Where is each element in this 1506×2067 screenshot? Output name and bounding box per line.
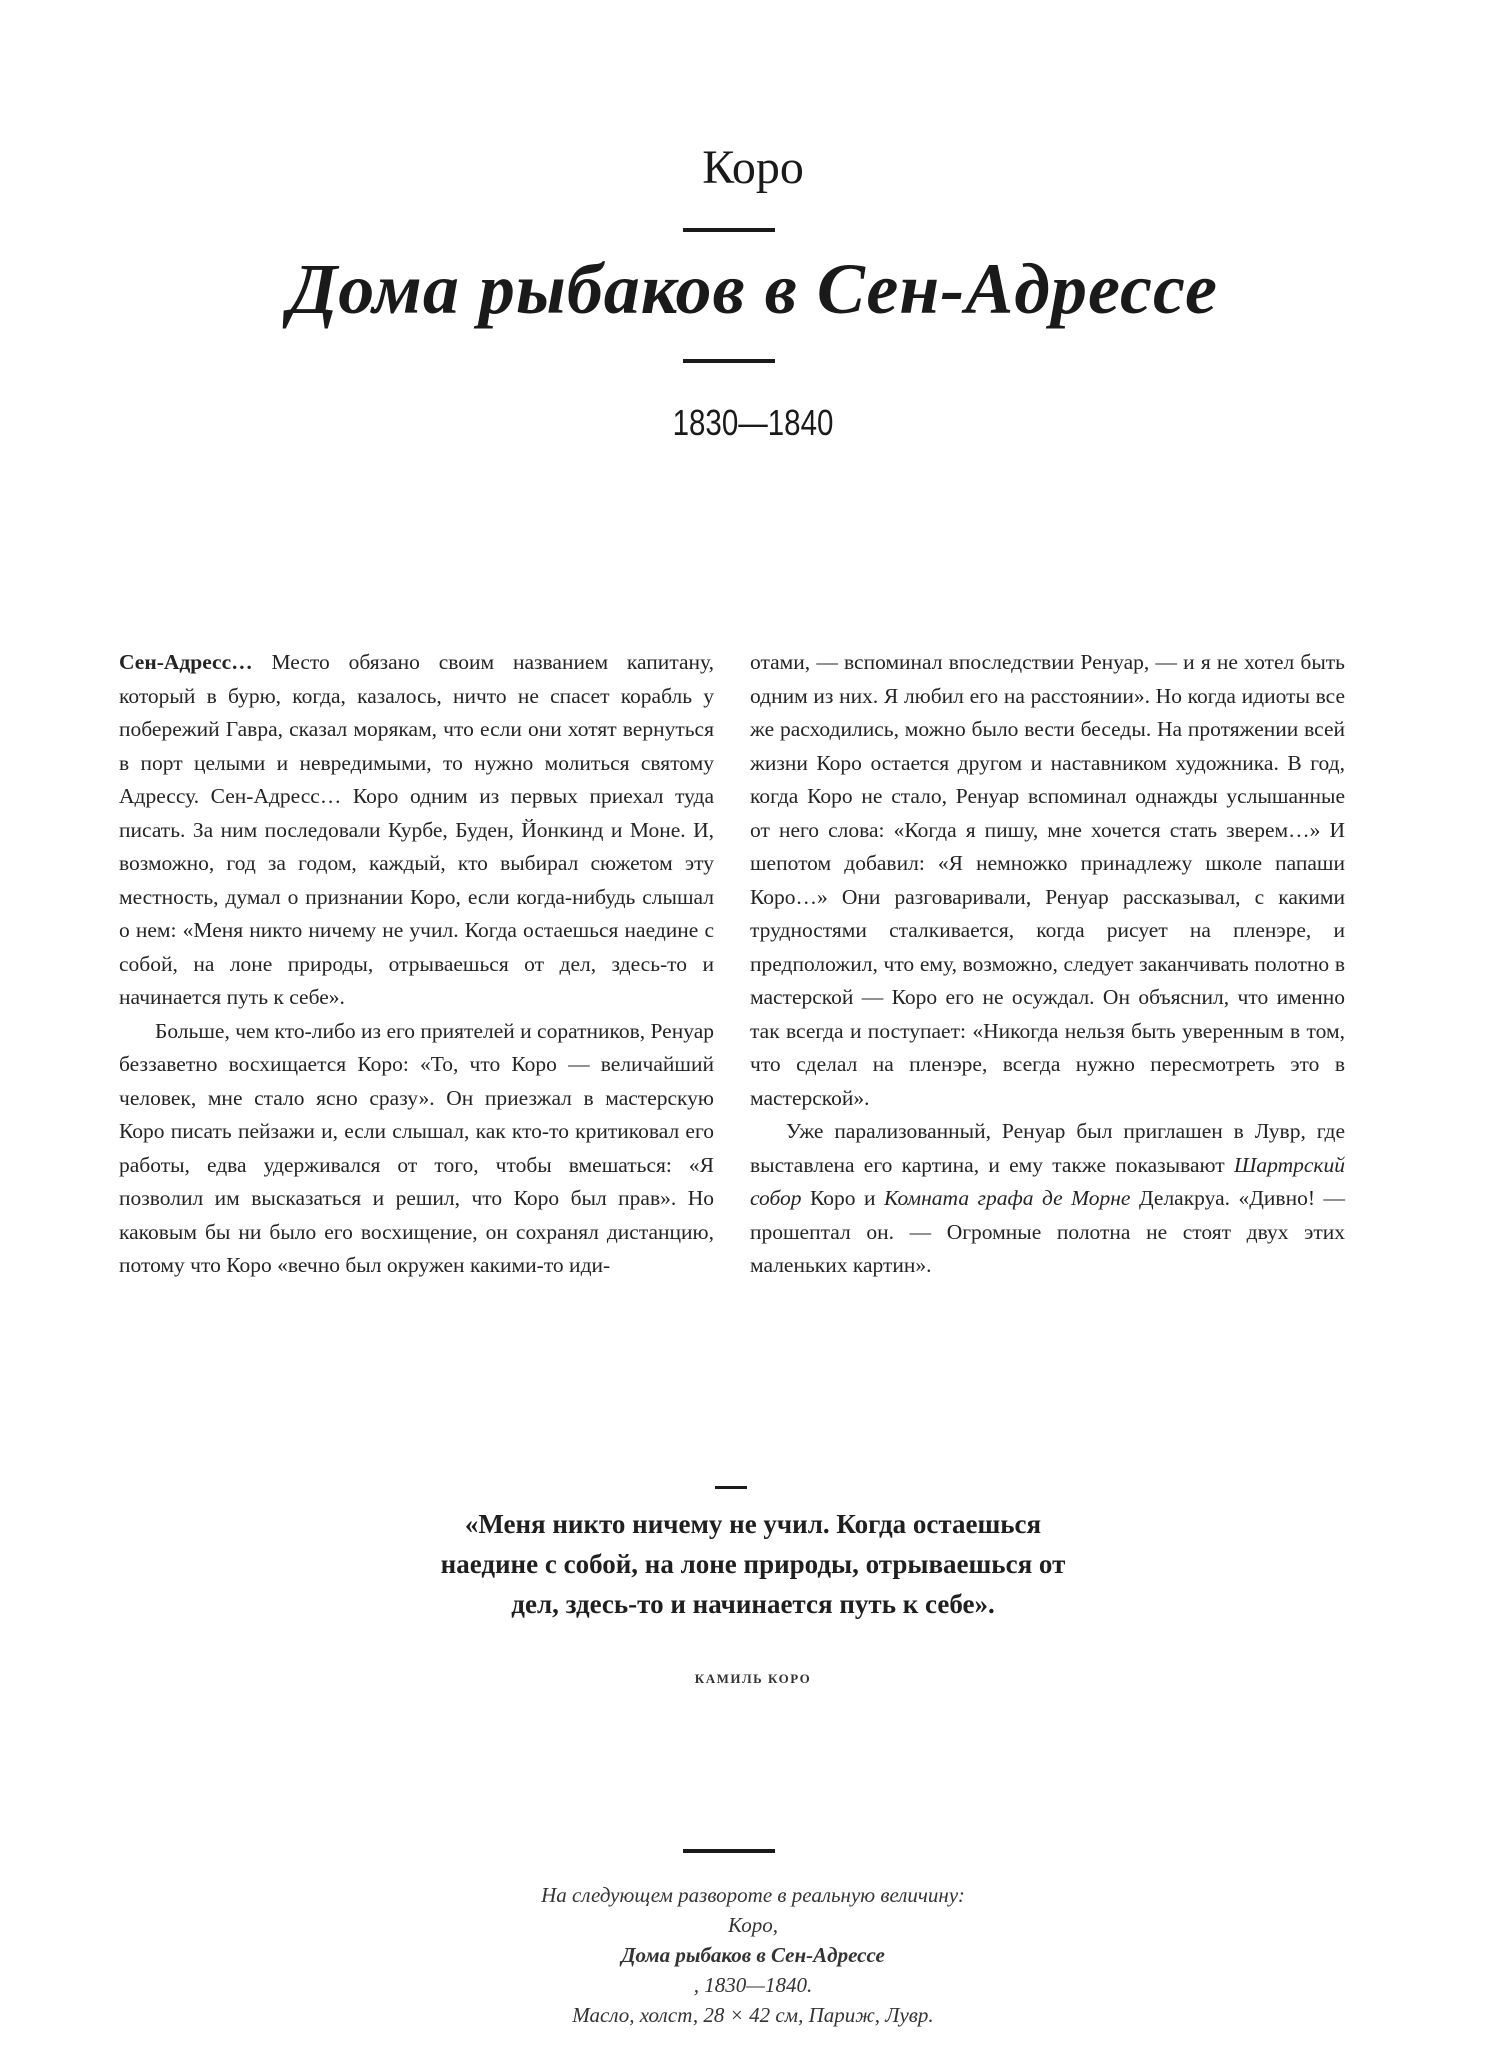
paragraph-text: Место обязано своим названием капитану, который в бурю, когда, казалось, ничто не спасет корабль у побережий Гавра, сказал морякам, что если они хотят вернуться в порт целыми и невредимыми, то нужно молиться святому Адрессу. Сен-Адресс… Коро одним из первых приехал туда писать. За ним последовали Курбе, Буден, Йонкинд и Моне. И, возможно, год за годом, каждый, кто выбирал сюжетом эту местность, думал о признании Коро, если когда-нибудь слышал о нем: «Меня никто ничему не учил. Когда остаешься наедине с собой, на лоне природы, отрываешься от дел, здесь-то и начинается путь к себе». <box>119 650 714 1009</box>
lead-in: Сен-Адресс… <box>119 650 253 674</box>
text-column-left <box>119 646 714 1283</box>
caption <box>0 1880 1506 2030</box>
title-divider-top <box>683 228 775 232</box>
title-divider-bottom <box>683 359 775 363</box>
painting-years: 1830—1840 <box>672 402 834 443</box>
paragraph: отами, — вспоминал впоследствии Ренуар, — и я не хотел быть одним из них. Я любил его на расстоянии». Но когда идиоты все же расходились, можно было вести беседы. На протяжении всей жизни Коро остается другом и наставником художника. В год, когда Коро не стало, Ренуар вспоминал однажды услышанные от него слова: «Когда я пишу, мне хочется стать зверем…» И шепотом добавил: «Я немножко принадлежу школе папаши Коро…» Они разговаривали, Ренуар рассказывал, с какими трудностями сталкивается, когда рисует на пленэре, и предположил, что ему, возможно, следует заканчивать полотно в мастерской — Коро его не осуждал. Он объяснил, что именно так всегда и поступает: «Никогда нельзя быть уверенным в том, что сделал на пленэре, всегда нужно пересмотреть это в мастерской». <box>750 650 1345 1110</box>
paragraph <box>119 646 714 1015</box>
caption-line <box>0 1910 1506 2000</box>
caption-divider <box>683 1849 775 1853</box>
artist-name: Коро <box>702 141 804 194</box>
caption-line: Масло, холст, 28 × 42 см, Париж, Лувр. <box>572 2003 934 2027</box>
caption-text: , 1830—1840. <box>693 1973 813 1997</box>
caption-line: На следующем развороте в реальную величину: <box>541 1883 965 1907</box>
artwork-title: Шартрский собор <box>750 1152 1345 1210</box>
paragraph-text: Делакруа. «Дивно! — прошептал он. — Огромные полотна не стоят двух этих маленьких картин». <box>750 1186 1345 1277</box>
pull-quote: «Меня никто ничему не учил. Когда остаешься наедине с собой, на лоне природы, отрываешься от дел, здесь-то и начинается путь к себе». <box>440 1509 1066 1619</box>
caption-text: Коро, <box>728 1913 778 1937</box>
text-column-right <box>750 646 1345 1283</box>
paragraph-text: Уже парализованный, Ренуар был приглашен в Лувр, где выставлена его картина, и ему также показывают <box>750 1119 1345 1177</box>
paragraph-text: Коро и <box>801 1186 885 1210</box>
artwork-title: Комната графа де Морне <box>884 1186 1131 1210</box>
caption-artwork-title: Дома рыбаков в Сен-Адрессе <box>621 1943 885 1967</box>
painting-title: Дома рыбаков в Сен-Адрессе <box>288 249 1218 329</box>
paragraph <box>750 1115 1345 1283</box>
quote-divider <box>715 1486 747 1489</box>
paragraph: Больше, чем кто-либо из его приятелей и соратников, Ренуар беззаветно восхищается Коро: «То, что Коро — величайший человек, мне стало ясно сразу». Он приезжал в мастерскую Коро писать пейзажи и, если слышал, как кто-то критиковал его работы, едва удерживался от того, чтобы вмешаться: «Я позволил им высказаться и решил, что Коро был прав». Но каковым бы ни было его восхищение, он сохранял дистанцию, потому что Коро «вечно был окружен какими-то иди- <box>119 1018 714 1277</box>
quote-attribution: КАМИЛЬ КОРО <box>694 1671 812 1686</box>
